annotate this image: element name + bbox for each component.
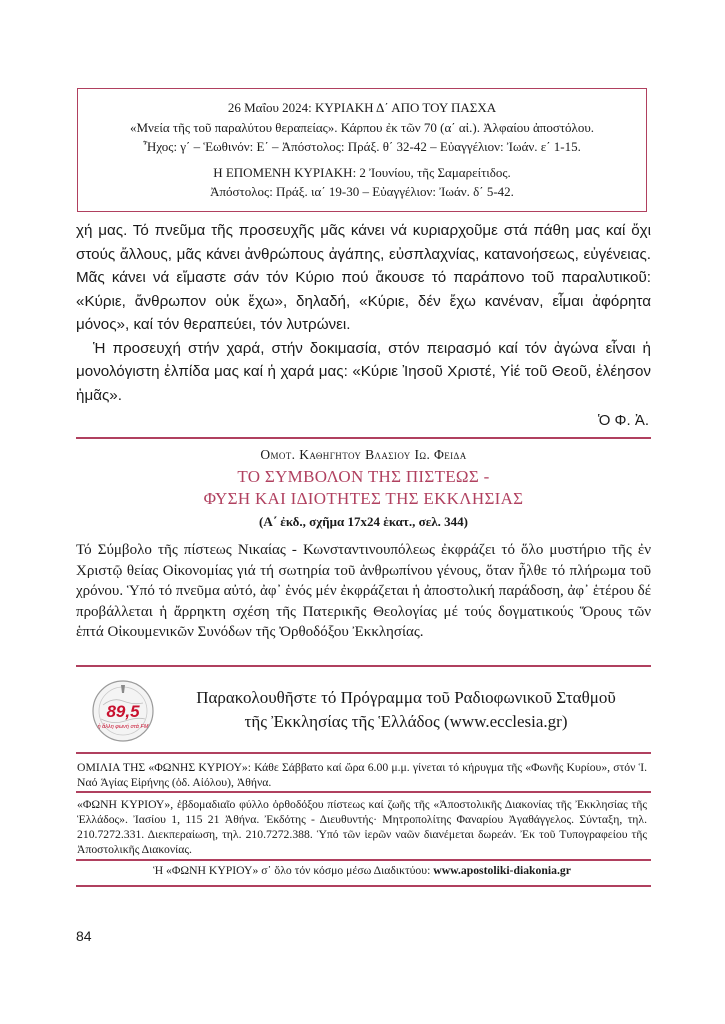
colophon: «ΦΩΝΗ ΚΥΡΙΟΥ», ἑβδομαδιαῖο φύλλο ὀρθοδόξου πίστεως καί ζωῆς τῆς «Ἀποστολικῆς Διακονίας τῆς Ἐκκλησίας τῆς Ἑλλάδος». Ἰασίου 1, 115 21 Ἀθήνα. Ἐκδότης - Διευθυντής· Μητροπολίτης Φαναρίου Ἀγαθάγγελος. Σύνταξη, τηλ. 210.7272.331. Διεκπεραίωση, τηλ. 210.7272.388. Ὑπό τῶν ἱερῶν ναῶν διανέμεται δωρεάν. Ἐκ τοῦ Τυπογραφείου τῆς Ἀποστολικῆς Διακονίας.	[77, 798, 647, 856]
calendar-readings-line: Ἦχος: γ΄ – Ἑωθινόν: Ε΄ – Ἀπόστολος: Πράξ. θ΄ 32-42 – Εὐαγγέλιον: Ἰωάν. ε΄ 1-15.	[143, 139, 581, 154]
book-author: Ομοτ. Καθηγητου Βλασιου Ιω. Φειδα	[260, 447, 467, 462]
radio-notice	[166, 686, 646, 734]
book-info: (Α΄ ἐκδ., σχῆμα 17x24 ἑκατ., σελ. 344)	[258, 514, 468, 529]
article-paragraph: Ἡ προσευχή στήν χαρά, στήν δοκιμασία, στόν πειρασμό καί τόν ἀγώνα εἶναι ἡ μονολόγιστη ἐλπίδα μας καί ἡ χαρά μας: «Κύριε Ἰησοῦ Χριστέ, Υἱέ τοῦ Θεοῦ, ἐλέησον ἡμᾶς».	[76, 339, 651, 404]
book-title	[76, 466, 651, 510]
calendar-date-line: 26 Μαΐου 2024: ΚΥΡΙΑΚΗ Δ΄ ΑΠΟ ΤΟΥ ΠΑΣΧΑ	[227, 100, 497, 115]
article-body	[76, 219, 651, 407]
calendar-next-sunday-line: Η ΕΠΟΜΕΝΗ ΚΥΡΙΑΚΗ: 2 Ἰουνίου, τῆς Σαμαρείτιδος.	[213, 164, 511, 180]
page-number: 84	[76, 928, 92, 944]
radio-station-logo	[91, 679, 155, 743]
divider	[76, 791, 651, 793]
book-title-line: ΦΥΣΗ ΚΑΙ ΙΔΙΟΤΗΤΕΣ ΤΗΣ ΕΚΚΛΗΣΙΑΣ	[203, 489, 524, 508]
radio-notice-line: τῆς Ἐκκλησίας τῆς Ἑλλάδος (www.ecclesia.gr)	[244, 712, 568, 731]
logo-frequency: 89,5	[106, 702, 140, 721]
article-paragraph: χή μας. Τό πνεῦμα τῆς προσευχῆς μᾶς κάνει νά κυριαρχοῦμε στά πάθη μας καί ὄχι στούς ἄλλους, μᾶς κάνει ἀνθρώπους ἀγάπης, εὐσπλαχνίας, κατανοήσεως, εὐγένειας. Μᾶς κάνει νά εἴμαστε σάν τόν Κύριο πού ἄκουσε τό παράπονο τοῦ παραλυτικοῦ: «Κύριε, ἄνθρωπον οὐκ ἔχω», δηλαδή, «Κύριε, δέν ἔχω κανέναν, εἶμαι ἀφόρητα μόνος», καί τόν θεραπεύει, τόν λυτρώνει.	[76, 222, 651, 333]
internet-notice	[77, 864, 647, 877]
homily-notice: ΟΜΙΛΙΑ ΤΗΣ «ΦΩΝΗΣ ΚΥΡΙΟΥ»: Κάθε Σάββατο καί ὥρα 6.00 μ.μ. γίνεται τό κήρυγμα τῆς «Φωνῆς Κυρίου», στόν Ἱ. Ναό Ἁγίας Εἰρήνης (ὁδ. Αἰόλου), Ἀθήνα.	[77, 761, 647, 789]
logo-slogan: ἡ ἄλλη φωνή στά FM	[97, 724, 149, 730]
book-title-line: ΤΟ ΣΥΜΒΟΛΟΝ ΤΗΣ ΠΙΣΤΕΩΣ -	[237, 467, 490, 486]
radio-notice-line: Παρακολουθῆστε τό Πρόγραμμα τοῦ Ραδιοφωνικοῦ Σταθμοῦ	[196, 688, 616, 707]
divider	[76, 859, 651, 861]
internet-notice-text: Ἡ «ΦΩΝΗ ΚΥΡΙΟΥ» σ᾽ ὅλο τόν κόσμο μέσω Διαδικτύου:	[153, 864, 434, 877]
divider	[76, 885, 651, 887]
book-description: Τό Σύμβολο τῆς πίστεως Νικαίας - Κωνσταντινουπόλεως ἐκφράζει τό ὅλο μυστήριο τῆς ἐν Χριστῷ θείας Οἰκονομίας γιά τή σωτηρία τοῦ ἀνθρωπίνου γένους, ὅταν ἦλθε τό πλήρωμα τοῦ χρόνου. Ὑπό τό πνεῦμα αὐτό, ἀφ᾽ ἑνός μέν ἐκφράζεται ἡ ἀποστολική παράδοση, ἀφ᾽ ἑτέρου δέ προβάλλεται ἡ ἄρρηκτη σχέση τῆς Πατερικῆς Θεολογίας μέ τούς δογματικούς Ὅρους τῶν ἑπτά Οἰκουμενικῶν Συνόδων τῆς Ὀρθοδόξου Ἐκκλησίας.	[76, 542, 651, 640]
article-signature: Ὁ Φ. Ἀ.	[597, 412, 649, 429]
divider	[76, 752, 651, 754]
divider	[76, 665, 651, 667]
calendar-box	[77, 88, 647, 212]
website-link[interactable]: www.apostoliki-diakonia.gr	[433, 864, 571, 877]
calendar-next-readings-line: Ἀπόστολος: Πράξ. ια΄ 19-30 – Εὐαγγέλιον: Ἰωάν. δ΄ 5-42.	[210, 184, 514, 199]
divider	[76, 437, 651, 439]
calendar-commemoration-line: «Μνεία τῆς τοῦ παραλύτου θεραπείας». Κάρπου ἐκ τῶν 70 (α΄ αἰ.). Ἀλφαίου ἀποστόλου.	[129, 119, 595, 135]
